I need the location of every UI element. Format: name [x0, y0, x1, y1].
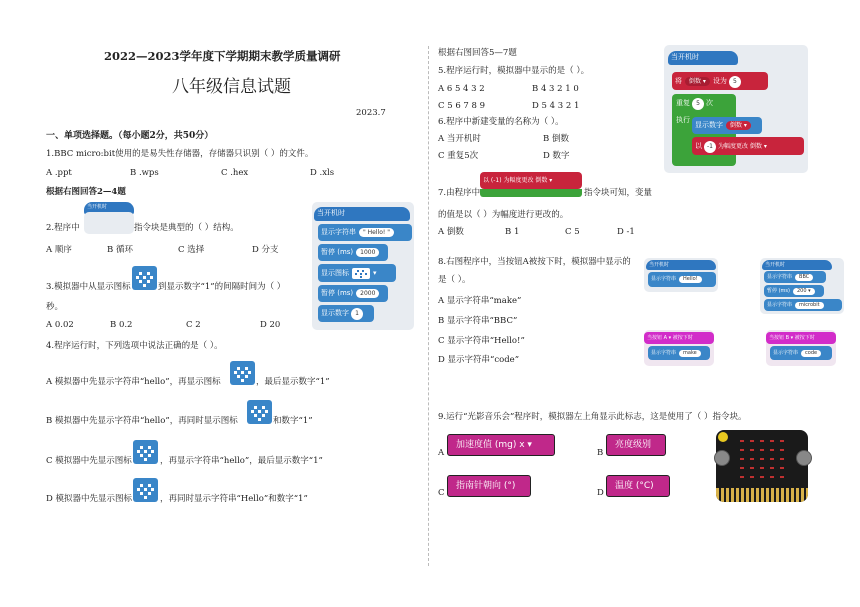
q4-option-d-post: ，再同时显示字符串“Hello”和数字“1” — [160, 494, 308, 504]
q8-option-a: A 显示字符串“make” — [438, 296, 522, 306]
q9-option-b-label: B — [597, 448, 604, 458]
q3-option-c: C 2 — [186, 320, 201, 330]
sun-icon — [718, 432, 728, 442]
temperature-block: 温度 (°C) — [606, 475, 670, 497]
q2-text-post: 指令块是典型的（ ）结构。 — [134, 223, 239, 233]
change-value: -1 — [704, 141, 716, 153]
q4-option-c-post: ，再显示字符串“hello”，最后显示数字“1” — [160, 456, 323, 466]
q8-code-button-b — [766, 330, 836, 366]
q2-option-c: C 选择 — [178, 245, 205, 255]
q8-option-d: D 显示字符串“code” — [438, 355, 520, 365]
button-b-pressed-block: 当按钮 B ▾ 被按下时 — [766, 332, 836, 344]
section-heading: 一、单项选择题。（每小题2分，共50分） — [46, 131, 214, 141]
pause-value-2: 2000 — [356, 289, 379, 298]
q7-text-line2: 的值是以（ ）为幅度进行更改的。 — [438, 210, 569, 220]
ref-5-7: 根据右图回答5—7题 — [438, 48, 517, 58]
q6-text: 6.程序中新建变量的名称为（ ）。 — [438, 117, 564, 127]
code-panel-q5-7 — [664, 45, 808, 173]
on-start-block: 当开机时 — [646, 260, 716, 270]
q8-option-c: C 显示字符串“Hello!” — [438, 336, 525, 346]
q3-text-post: 到显示数字“1”的间隔时间为（ ） — [158, 282, 286, 292]
set-value: 5 — [729, 76, 741, 88]
q7-option-a: A 倒数 — [438, 227, 464, 237]
heart-icon — [230, 361, 255, 385]
button-b-image — [796, 450, 812, 466]
led-grid-icon — [738, 438, 786, 480]
show-string-block — [770, 346, 832, 360]
q7-option-b: B 1 — [505, 227, 520, 237]
q8-code-on-start-1 — [644, 258, 718, 292]
q7-option-c: C 5 — [565, 227, 580, 237]
show-number-block — [318, 305, 374, 322]
heart-icon — [132, 266, 157, 290]
button-a-image — [714, 450, 730, 466]
q2-option-b: B 循环 — [107, 245, 133, 255]
q3-suffix: 秒。 — [46, 302, 64, 312]
q7-option-d: D -1 — [617, 227, 635, 237]
repeat-value: 5 — [692, 98, 704, 110]
show-number-label: 显示数字 — [695, 121, 723, 129]
set-to-label: 设为 — [712, 77, 727, 85]
q5-option-b: B 4 3 2 1 0 — [532, 84, 579, 94]
code-panel-q2-4 — [312, 202, 414, 330]
q3-text-pre: 3.模拟器中从显示图标 — [46, 282, 131, 292]
show-string-block — [648, 346, 710, 360]
q7-text-pre: 7.由程序中 — [438, 188, 481, 198]
heart-icon — [247, 400, 272, 424]
show-string-label: 显示字符串 — [773, 350, 799, 356]
q2-option-a: A 顺序 — [46, 245, 72, 255]
variable-dropdown: 倒数 ▾ — [685, 77, 710, 86]
q3-option-a: A 0.02 — [46, 320, 74, 330]
q4-text: 4.程序运行时，下列选项中说法正确的是（ ）。 — [46, 341, 223, 351]
string-value: microbit — [795, 302, 824, 309]
q4-option-a-pre: A 模拟器中先显示字符串“hello”，再显示图标 — [46, 377, 221, 387]
q2-option-d: D 分支 — [252, 245, 279, 255]
q9-option-d-label: D — [597, 488, 604, 498]
q8-text: 8.右图程序中，当按钮A被按下时，模拟器中显示的 — [438, 257, 631, 267]
pause-block-1 — [318, 244, 388, 261]
pause-block — [764, 285, 824, 297]
light-level-block: 亮度级别 — [606, 434, 666, 456]
show-number-block — [692, 117, 762, 134]
show-icon-block — [318, 264, 396, 282]
show-string-label: 显示字符串 — [767, 274, 793, 280]
q9-option-c-label: C — [438, 488, 445, 498]
repeat-times-label: 次 — [706, 99, 713, 107]
q9-option-a-label: A — [438, 448, 445, 458]
q8-code-button-a — [644, 330, 714, 366]
q1-option-a: A .ppt — [46, 168, 72, 178]
q1-option-b: B .wps — [130, 168, 159, 178]
change-variable-block — [692, 137, 804, 155]
set-label: 将 — [675, 77, 682, 85]
exam-title: 2022—2023学年度下学期期末教学质量调研 — [104, 49, 341, 63]
string-value: " Hello! " — [359, 228, 394, 237]
heart-icon — [133, 478, 158, 502]
q8-code-on-start-2 — [760, 258, 844, 314]
q1-option-c: C .hex — [221, 168, 249, 178]
show-icon-label: 显示图标 — [321, 269, 349, 277]
set-variable-block — [672, 72, 768, 90]
pause-label: 暂停 (ms) — [767, 288, 790, 294]
show-string-label: 显示字符串 — [651, 276, 677, 282]
q7-text-post: 指令块可知，变量 — [584, 188, 653, 198]
q1-option-d: D .xls — [310, 168, 335, 178]
pause-label-1: 暂停 (ms) — [321, 248, 354, 256]
show-variable: 倒数 ▾ — [726, 121, 751, 130]
string-value: code — [801, 350, 821, 357]
microbit-board-image — [716, 430, 808, 502]
on-start-block: 当开机时 — [668, 51, 738, 65]
q2-block-image — [84, 212, 134, 234]
show-string-label: 显示字符串 — [321, 228, 356, 236]
show-string-block — [764, 271, 826, 283]
q4-option-b-pre: B 模拟器中先显示字符串“hello”，再同时显示图标 — [46, 416, 238, 426]
change-variable-dropdown: 倒数 ▾ — [750, 143, 767, 150]
button-a-pressed-block: 当按钮 A ▾ 被按下时 — [644, 332, 714, 344]
show-string-label: 显示字符串 — [651, 350, 677, 356]
q4-option-c-pre: C 模拟器中先显示图标 — [46, 456, 132, 466]
exam-date: 2023.7 — [356, 108, 386, 118]
q4-option-a-post: ，最后显示数字“1” — [256, 377, 330, 387]
do-label: 执行 — [676, 116, 690, 124]
q3-option-d: D 20 — [260, 320, 281, 330]
acceleration-block: 加速度值 (mg) x ▾ — [447, 434, 555, 456]
green-block-edge — [480, 189, 582, 197]
q4-option-b-post: 和数字“1” — [273, 416, 313, 426]
change-by-label: 以 — [695, 142, 702, 150]
q6-option-b: B 倒数 — [543, 134, 569, 144]
q9-text: 9.运行“光影音乐会”程序时，模拟器左上角显示此标志，这是使用了（ ）指令块。 — [438, 412, 747, 422]
heart-icon — [133, 440, 158, 464]
q5-option-d: D 5 4 3 2 1 — [532, 101, 580, 111]
led-matrix — [738, 438, 786, 480]
pause-value-1: 1000 — [356, 248, 379, 257]
q5-option-a: A 6 5 4 3 2 — [438, 84, 485, 94]
q8-text-line2: 是（ ）。 — [438, 275, 471, 285]
q3-option-b: B 0.2 — [110, 320, 133, 330]
q6-option-d: D 数字 — [543, 151, 570, 161]
show-string-block — [318, 224, 412, 241]
repeat-row — [676, 97, 713, 110]
change-by-inline-block: 以 (-1) 为幅度更改 倒数 ▾ — [480, 172, 582, 189]
compass-heading-block: 指南针朝向 (°) — [447, 475, 531, 497]
change-text: 为幅度更改 — [718, 143, 749, 150]
show-string-label: 显示字符串 — [767, 302, 793, 308]
chevron-down-icon: ▾ — [373, 269, 377, 277]
q2-small-hat-block: 当开机时 — [84, 202, 134, 215]
on-start-block: 当开机时 — [314, 207, 410, 221]
q2-text-pre: 2.程序中 — [46, 223, 80, 233]
number-value: 1 — [351, 308, 363, 320]
on-start-block: 当开机时 — [762, 260, 832, 270]
pause-block-2 — [318, 285, 388, 302]
show-number-label: 显示数字 — [321, 309, 349, 317]
string-value: make — [679, 350, 701, 357]
q6-option-c: C 重复5次 — [438, 151, 479, 161]
ref-2-4: 根据右图回答2—4题 — [46, 187, 126, 197]
string-value: Hello! — [679, 276, 702, 283]
heart-icon — [352, 268, 370, 279]
repeat-label: 重复 — [676, 99, 690, 107]
pause-value: 200 ▾ — [793, 288, 815, 295]
q5-option-c: C 5 6 7 8 9 — [438, 101, 486, 111]
column-divider — [428, 46, 429, 566]
q6-option-a: A 当开机时 — [438, 134, 481, 144]
q4-option-d-pre: D 模拟器中先显示图标 — [46, 494, 133, 504]
edge-connector — [716, 488, 808, 502]
q5-text: 5.程序运行时，模拟器中显示的是（ ）。 — [438, 66, 590, 76]
q1-text: 1.BBC micro:bit使用的是易失性存储器，存储器只识别（ ）的文件。 — [46, 149, 314, 159]
q8-option-b: B 显示字符串“BBC” — [438, 316, 518, 326]
pause-label-2: 暂停 (ms) — [321, 289, 354, 297]
show-string-block — [648, 272, 716, 287]
show-string-block — [764, 299, 842, 311]
exam-subtitle: 八年级信息试题 — [172, 77, 291, 97]
string-value: BBC — [795, 274, 813, 281]
